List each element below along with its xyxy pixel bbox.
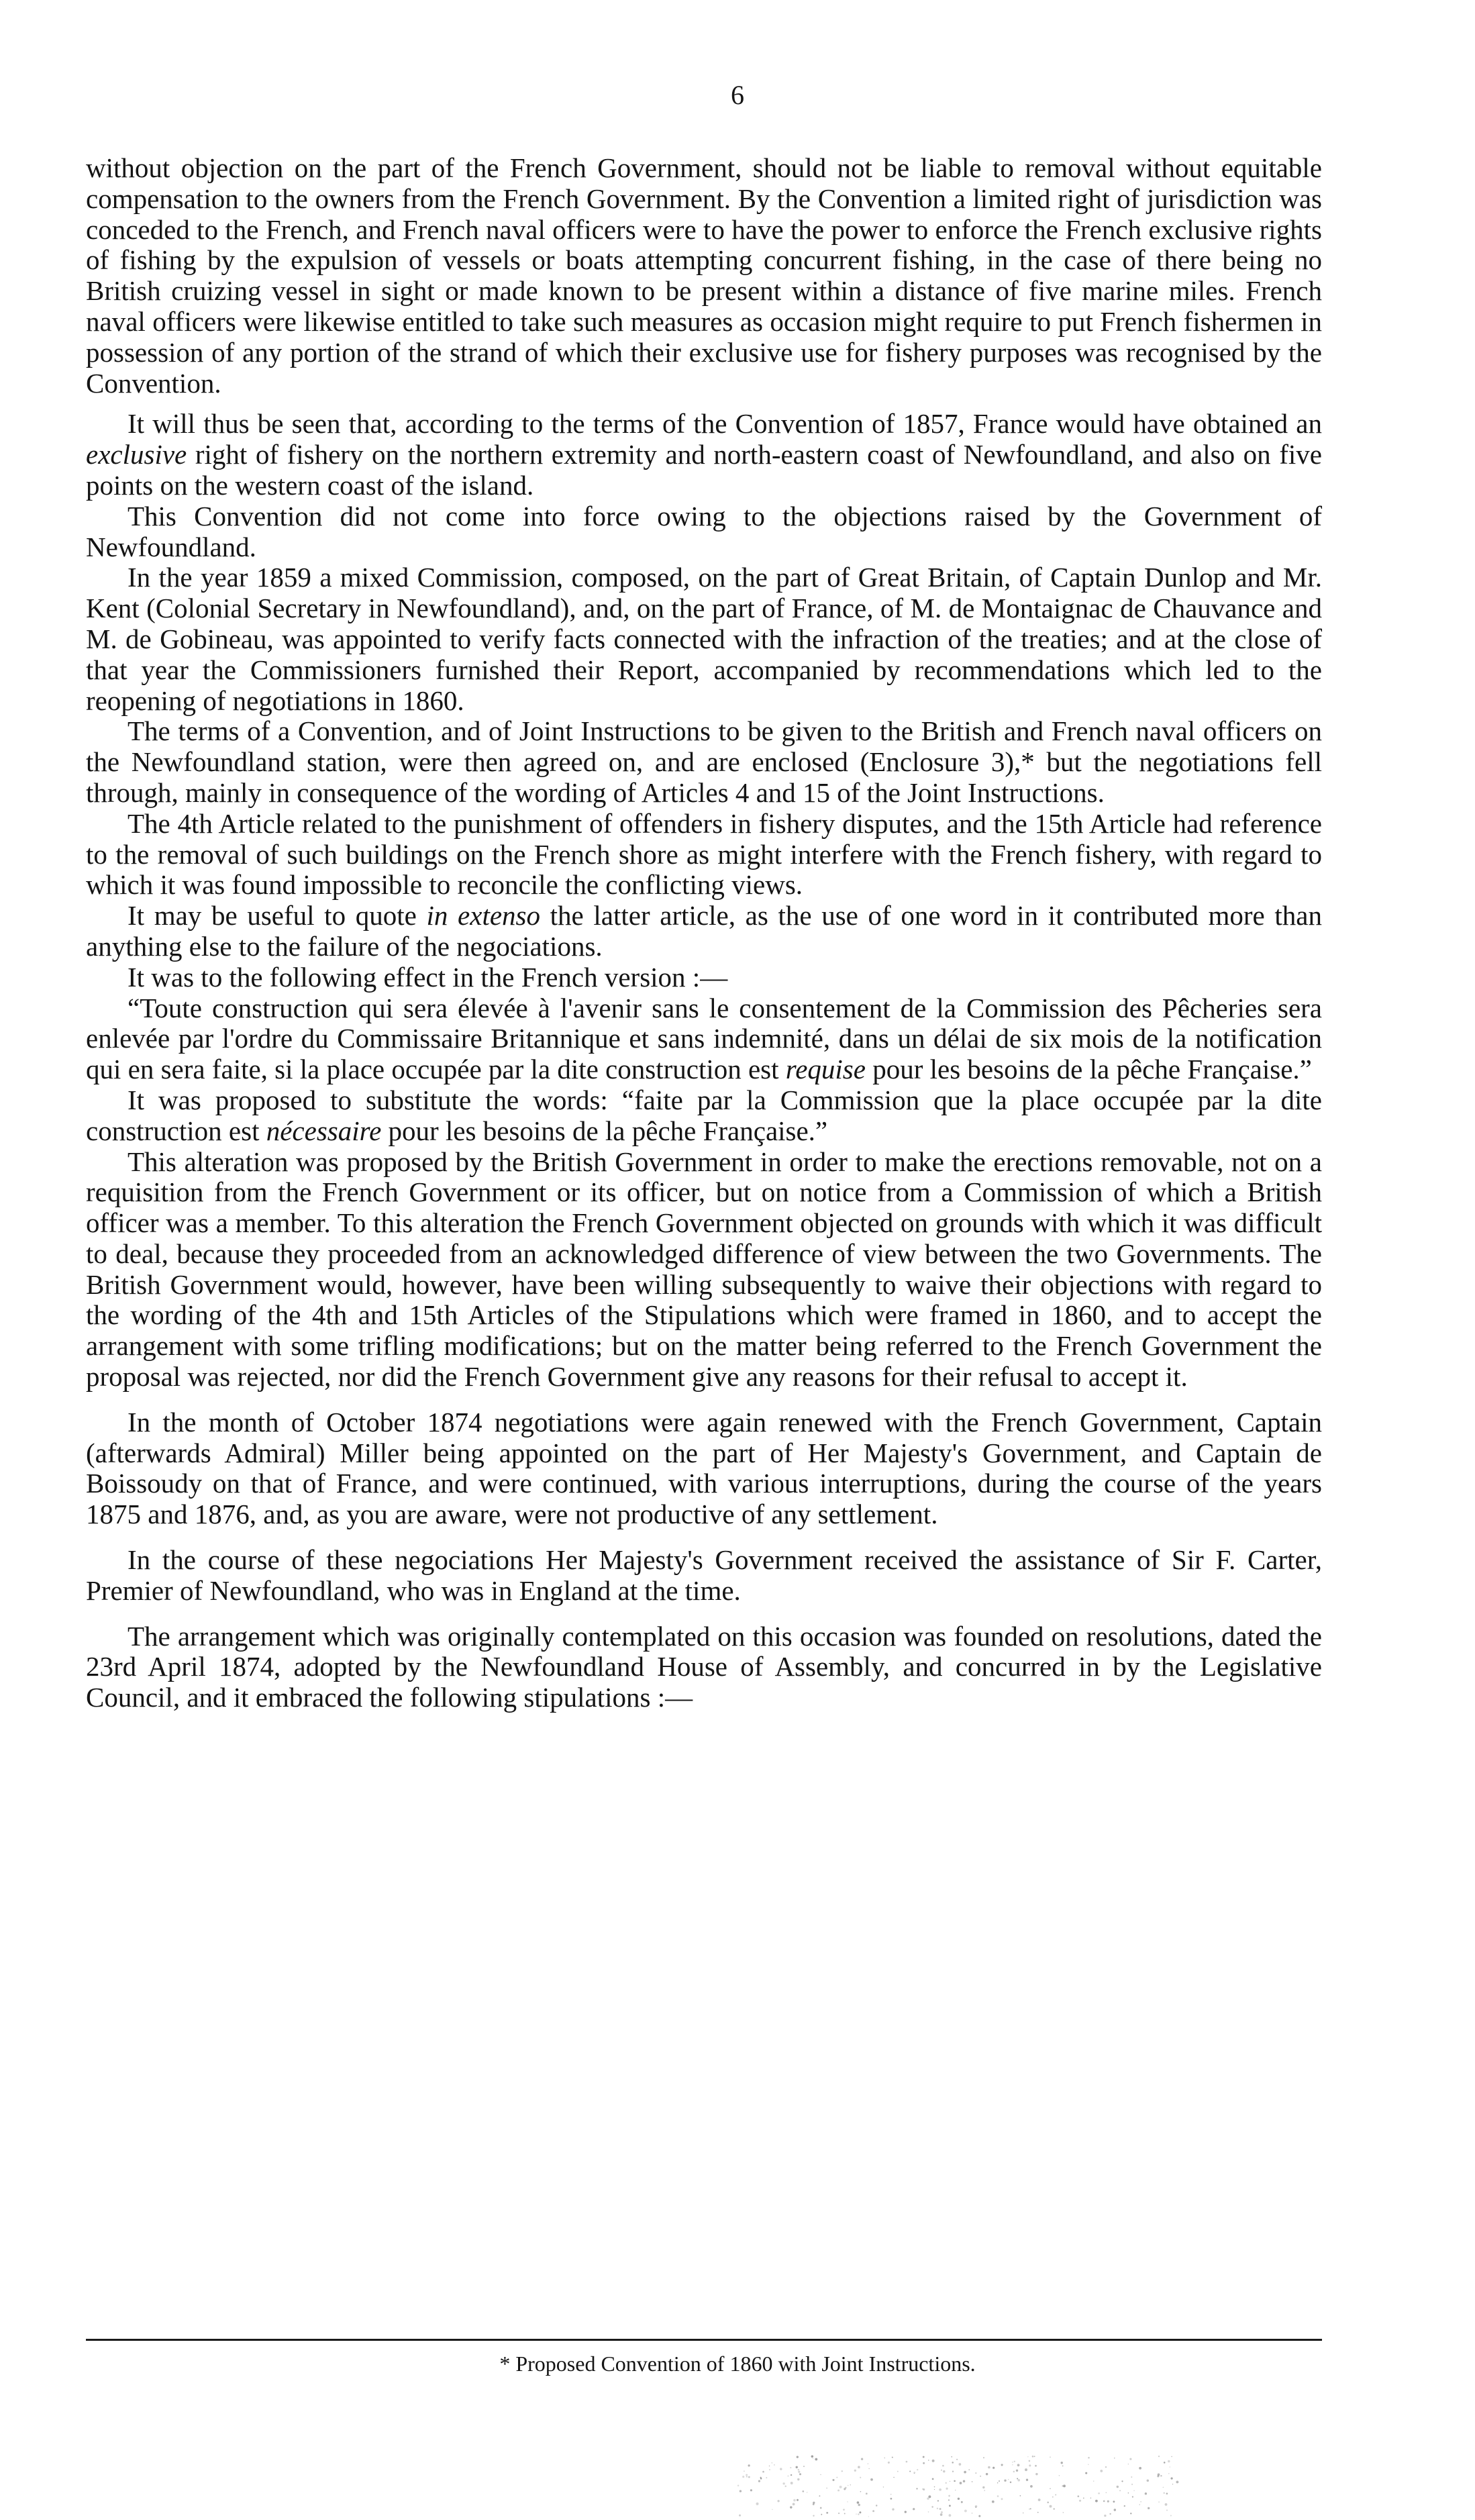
speck: [1163, 2487, 1164, 2488]
speck: [847, 2501, 848, 2503]
speck: [888, 2462, 890, 2464]
text-run: The terms of a Convention, and of Joint Instructions to be given to the British and French naval officers on the Newfoundland station, were then agreed on, and are enclosed (Enclosure 3),* but the negotiations fell through, mainly in consequence of the wording of Articles 4 and 15 of the Joint Instructions.: [86, 715, 1322, 808]
speck: [928, 2495, 931, 2498]
speck: [883, 2486, 884, 2487]
speck: [1026, 2479, 1028, 2481]
speck: [798, 2471, 800, 2473]
speck: [1158, 2456, 1160, 2457]
speck: [844, 2513, 846, 2514]
footnote-rule: [86, 2339, 1322, 2341]
speck: [766, 2477, 767, 2478]
speck: [1170, 2515, 1172, 2517]
paragraph-3: [86, 501, 1322, 563]
speck: [1037, 2512, 1039, 2513]
speck: [988, 2466, 990, 2469]
speck: [1160, 2475, 1162, 2476]
speck: [1030, 2485, 1033, 2488]
speck: [1001, 2464, 1003, 2466]
speck: [937, 2508, 938, 2509]
footnote: * Proposed Convention of 1860 with Joint Instructions.: [499, 2352, 976, 2376]
speck: [1171, 2456, 1172, 2457]
speck: [820, 2474, 821, 2475]
speck: [892, 2509, 894, 2511]
speck: [1063, 2484, 1066, 2487]
speck: [785, 2486, 786, 2487]
speck: [892, 2457, 893, 2458]
speck: [927, 2497, 929, 2499]
text-run: It will thus be seen that, according to the terms of the Convention of 1857, France would have obtained an: [128, 408, 1322, 440]
paragraph-10: [86, 1085, 1322, 1147]
speck: [913, 2472, 915, 2474]
speck: [968, 2469, 969, 2470]
speck: [956, 2459, 958, 2460]
speck: [793, 2499, 796, 2502]
speck: [906, 2461, 908, 2463]
speck: [860, 2477, 861, 2478]
speck: [1119, 2490, 1121, 2491]
speck: [1114, 2509, 1116, 2511]
speck: [980, 2476, 981, 2477]
speck: [1079, 2500, 1081, 2502]
speck: [870, 2478, 873, 2481]
speck: [948, 2495, 950, 2497]
speck: [858, 2466, 860, 2468]
italic-phrase: exclusive: [86, 439, 187, 470]
speck: [1017, 2479, 1020, 2482]
text-run: The 4th Article related to the punishment of offenders in fishery disputes, and the 15th Article had reference to the removal of such buildings on the French shore as might interfere with the French fishery, with regard to which it was found impossible to reconcile the conflicting views.: [86, 807, 1322, 901]
speck: [798, 2469, 799, 2470]
speck: [984, 2490, 985, 2491]
speck: [1029, 2460, 1031, 2462]
text-run: It was proposed to substitute the words: “faite par la Commission que la place occupée par la dite construction est: [86, 1084, 1322, 1146]
speck: [837, 2489, 840, 2491]
text-run: “Toute construction qui sera élevée à l'avenir sans le consentement de la Commission des Pêcheries sera enlevée par l'ordre du Commissaire Britannique et sans indemnité, dans un délai de six mois de la notification qui en sera faite, si la place occupée par la dite construction est: [86, 992, 1322, 1085]
speck: [1166, 2509, 1168, 2511]
speck: [803, 2466, 805, 2467]
speck: [917, 2469, 918, 2470]
speck: [782, 2482, 784, 2484]
speck: [946, 2488, 948, 2490]
speck: [937, 2500, 939, 2501]
speck: [821, 2514, 822, 2515]
speck: [858, 2504, 860, 2506]
speck: [1035, 2465, 1037, 2467]
speck: [951, 2456, 952, 2458]
speck: [820, 2507, 822, 2509]
speck: [1088, 2464, 1089, 2465]
speck: [868, 2468, 869, 2469]
speck: [836, 2477, 837, 2478]
speck: [742, 2476, 744, 2478]
speck: [1105, 2466, 1107, 2468]
text-run: It was to the following effect in the French version :—: [128, 961, 728, 993]
speck: [1124, 2505, 1125, 2507]
speck: [1012, 2464, 1013, 2465]
speck: [923, 2462, 925, 2464]
text-run: without objection on the part of the French Government, should not be liable to removal without equitable compensation to the owners from the French Government. By the Convention a limited right of jurisdiction was conceded to the French, and French naval officers were to have the power to enforce the French exclusive rights of fishing by the expulsion of vessels or boats attempting concurrent fishing, in the case of there being no British cruizing vessel in sight or made known to be present within a distance of five marine miles. French naval officers were likewise entitled to take such measures as occasion might require to put French fishermen in possession of any portion of the strand of which their exclusive use for fishery purposes was recognised by the Convention.: [86, 152, 1322, 399]
paragraph-1: [86, 153, 1322, 399]
speck: [982, 2486, 984, 2488]
speck: [934, 2489, 935, 2490]
speck: [1139, 2504, 1140, 2505]
speck: [857, 2501, 860, 2504]
speck: [1164, 2492, 1165, 2494]
speck: [740, 2490, 742, 2492]
speck: [913, 2508, 915, 2510]
page-number: 6: [731, 80, 744, 110]
speck: [1166, 2492, 1168, 2494]
text-run: This Convention did not come into force owing to the objections raised by the Government of Newfoundland.: [86, 500, 1322, 562]
speck: [972, 2481, 973, 2482]
speck: [1139, 2467, 1141, 2470]
speck: [1061, 2462, 1063, 2464]
speck: [1014, 2461, 1015, 2462]
speck: [1062, 2485, 1063, 2486]
speck: [793, 2503, 795, 2506]
speck: [960, 2482, 962, 2484]
speck: [1164, 2462, 1166, 2464]
speck: [826, 2512, 828, 2514]
text-run: pour les besoins de la pêche Française.”: [865, 1054, 1312, 1085]
speck: [1001, 2498, 1003, 2500]
speck: [961, 2501, 963, 2503]
text-run: This alteration was proposed by the British Government in order to make the erections removable, not on a requisition from the French Government or its officer, but on notice from a Commission of which a British officer was a member. To this alteration the French Government objected on grounds with which it was difficult to deal, because they proceeded from an acknowledged difference of view between the two Governments. The British Government would, however, have been willing subsequently to waive their objections with regard to the wording of the 4th and 15th Articles of the Stipulations which were framed in 1860, and to accept the arrangement with some trifling modifications; but on the matter being referred to the French Government the proposal was rejected, nor did the French Government give any reasons for their refusal to accept it.: [86, 1146, 1322, 1393]
speck: [1131, 2476, 1132, 2478]
paragraph-2: [86, 409, 1322, 501]
speck: [1047, 2502, 1049, 2504]
speck: [738, 2485, 739, 2486]
speck: [762, 2471, 764, 2473]
text-run: pour les besoins de la pêche Française.”: [381, 1115, 828, 1146]
speck: [891, 2498, 893, 2500]
speck: [909, 2470, 911, 2472]
speck: [1157, 2475, 1159, 2477]
speck: [934, 2486, 935, 2487]
speck: [1062, 2466, 1064, 2467]
speck: [986, 2473, 988, 2475]
speck: [997, 2482, 998, 2483]
speck: [860, 2491, 862, 2492]
speck: [1165, 2503, 1168, 2506]
speck: [769, 2469, 770, 2470]
speck: [739, 2515, 741, 2517]
speck: [791, 2482, 793, 2484]
speck: [746, 2476, 748, 2478]
speck: [952, 2470, 954, 2472]
speck: [1121, 2480, 1123, 2482]
speck: [1130, 2513, 1131, 2514]
speck: [850, 2484, 851, 2485]
speck: [963, 2480, 965, 2482]
speck: [1017, 2464, 1020, 2466]
speck: [1029, 2464, 1031, 2466]
speck: [854, 2470, 856, 2472]
speck: [943, 2470, 945, 2472]
speck: [939, 2508, 942, 2510]
speck: [790, 2467, 791, 2468]
speck: [931, 2506, 933, 2507]
italic-phrase: in extenso: [426, 900, 540, 931]
speck: [1095, 2500, 1098, 2503]
speck: [932, 2478, 934, 2480]
paragraph-8: [86, 962, 1322, 993]
speck: [942, 2465, 944, 2467]
speck: [897, 2471, 899, 2472]
speck: [1093, 2480, 1094, 2481]
speck: [1050, 2505, 1052, 2508]
speck: [949, 2514, 952, 2517]
text-run: the latter article, as the use of one word in it contributed more than anything else to the failure of the negociations.: [86, 900, 1322, 962]
speck: [1117, 2486, 1119, 2488]
speck: [1098, 2492, 1100, 2494]
speck: [1088, 2457, 1090, 2459]
speck: [1170, 2477, 1172, 2479]
speck: [1008, 2479, 1009, 2480]
speck: [941, 2511, 943, 2513]
body-text: [86, 153, 1322, 1713]
speck: [858, 2513, 859, 2515]
speck: [952, 2462, 954, 2464]
paragraph-11: [86, 1147, 1322, 1393]
speck: [964, 2509, 967, 2512]
speck: [1147, 2480, 1150, 2482]
speck: [774, 2464, 775, 2466]
speck: [1168, 2473, 1170, 2474]
speck: [923, 2456, 925, 2458]
speck: [813, 2515, 814, 2516]
speck: [1050, 2457, 1051, 2458]
speck: [1129, 2458, 1131, 2460]
speck: [758, 2480, 760, 2482]
speck: [843, 2509, 845, 2511]
speck: [1100, 2470, 1103, 2472]
speck: [949, 2505, 951, 2507]
speck: [1168, 2460, 1170, 2463]
speck: [941, 2470, 942, 2471]
speck: [1017, 2478, 1018, 2479]
speck: [861, 2458, 863, 2460]
paragraph-7: [86, 901, 1322, 962]
speck: [1104, 2515, 1106, 2517]
text-run: right of fishery on the northern extremity and north-eastern coast of Newfoundland, and also on five points on the western coast of the island.: [86, 439, 1322, 501]
speck: [1128, 2464, 1129, 2465]
speck: [750, 2489, 752, 2491]
text-run: The arrangement which was originally contemplated on this occasion was founded on resolutions, dated the 23rd April 1874, adopted by the Newfoundland House of Assembly, and concurred in by the Legislative Council, and it embraced the following stipulations :—: [86, 1620, 1322, 1713]
speck: [832, 2479, 834, 2481]
speck: [1038, 2499, 1041, 2501]
speck: [797, 2478, 799, 2480]
speck: [978, 2515, 980, 2517]
speck: [1085, 2472, 1087, 2474]
speck: [992, 2501, 995, 2503]
speck: [983, 2457, 984, 2458]
speck: [1059, 2475, 1060, 2476]
speck: [1176, 2480, 1178, 2483]
speck: [955, 2490, 956, 2491]
speck: [790, 2506, 792, 2508]
speck: [959, 2463, 962, 2466]
french-quotation: [86, 993, 1322, 1085]
speck: [791, 2474, 792, 2476]
speck: [1113, 2501, 1115, 2503]
paragraph-14: [86, 1621, 1322, 1713]
speck: [954, 2480, 956, 2482]
speck: [1170, 2466, 1171, 2468]
speck: [1034, 2456, 1035, 2457]
speck: [964, 2471, 966, 2474]
speck: [796, 2466, 798, 2468]
text-run: In the month of October 1874 negotiations were again renewed with the French Government, Captain (afterwards Admiral) Miller being appointed on the part of Her Majesty's Government, and Captain de Boissoudy on that of France, and were continued, with various interruptions, during the course of the years 1875 and 1876, and, as you are aware, were not productive of any settlement.: [86, 1406, 1322, 1530]
speck: [1004, 2480, 1006, 2482]
speck: [799, 2473, 801, 2475]
speck: [868, 2516, 869, 2517]
text-run: It may be useful to quote: [128, 900, 427, 931]
speck: [760, 2477, 762, 2478]
speck: [872, 2510, 874, 2512]
italic-phrase: nécessaire: [266, 1115, 382, 1146]
speck: [1132, 2496, 1133, 2497]
speck: [844, 2488, 846, 2490]
speck: [1103, 2501, 1105, 2503]
speck: [1010, 2482, 1011, 2483]
speck: [948, 2499, 950, 2501]
speck: [1128, 2492, 1129, 2494]
speck: [1027, 2456, 1028, 2457]
speck: [1145, 2492, 1147, 2494]
speck: [866, 2492, 868, 2494]
speck: [819, 2495, 820, 2497]
paragraph-6: [86, 809, 1322, 901]
speck: [946, 2482, 947, 2484]
speck: [859, 2511, 861, 2513]
speck: [748, 2464, 750, 2466]
speck: [876, 2505, 877, 2506]
speck: [999, 2480, 1000, 2482]
paragraph-5: [86, 716, 1322, 808]
speck: [928, 2511, 929, 2513]
speck: [744, 2470, 745, 2472]
speck: [1158, 2501, 1159, 2502]
speck: [746, 2474, 748, 2476]
speck: [1090, 2498, 1091, 2499]
speck: [1109, 2513, 1111, 2515]
speck: [1055, 2494, 1056, 2496]
speck: [1063, 2512, 1064, 2513]
speck: [1032, 2456, 1034, 2458]
speck: [815, 2458, 817, 2461]
speck: [1078, 2495, 1080, 2497]
speck: [939, 2488, 942, 2491]
paragraph-12: [86, 1407, 1322, 1530]
speck: [997, 2495, 999, 2497]
speck: [780, 2468, 782, 2470]
speck: [807, 2492, 808, 2493]
speck: [975, 2507, 976, 2508]
speck: [840, 2486, 842, 2488]
speck: [748, 2476, 750, 2478]
speck: [771, 2462, 772, 2464]
speck: [826, 2487, 827, 2488]
speck: [1131, 2484, 1133, 2485]
speck: [797, 2499, 799, 2501]
speck: [838, 2513, 840, 2514]
speck: [813, 2502, 815, 2504]
italic-phrase: requise: [785, 1054, 866, 1085]
speck: [1020, 2495, 1021, 2497]
speck: [893, 2477, 894, 2478]
speck: [802, 2490, 804, 2492]
speck: [1148, 2507, 1150, 2509]
speck: [756, 2503, 759, 2505]
text-run: In the year 1859 a mixed Commission, composed, on the part of Great Britain, of Captain Dunlop and Mr. Kent (Colonial Secretary in Newfoundland), and, on the part of France, of M. de Montaignac de Chauvance and M. de Gobineau, was appointed to verify facts connected with the infraction of the treaties; and at the close of that year the Commissioners furnished their Report, accompanied by recommendations which led to the reopening of negotiations in 1860.: [86, 562, 1322, 716]
speck: [1030, 2508, 1031, 2509]
speck: [868, 2463, 869, 2464]
speck: [1107, 2501, 1109, 2503]
speck: [1140, 2501, 1141, 2503]
speck: [932, 2460, 935, 2462]
speck: [811, 2456, 814, 2458]
text-run: In the course of these negociations Her Majesty's Government received the assistance of Sir F. Carter, Premier of Newfoundland, who was in England at the time.: [86, 1544, 1322, 1606]
speck: [975, 2472, 976, 2474]
speck: [842, 2470, 843, 2472]
speck: [993, 2467, 995, 2469]
speck: [916, 2488, 917, 2489]
speck: [1025, 2468, 1027, 2471]
speck: [1029, 2509, 1030, 2510]
speck: [777, 2500, 779, 2502]
paragraph-4: [86, 562, 1322, 716]
speck: [1035, 2473, 1037, 2475]
speck: [797, 2456, 799, 2458]
scan-speckle-noise: [725, 2450, 1194, 2520]
speck: [1016, 2470, 1018, 2472]
speck: [1054, 2508, 1055, 2509]
speck: [958, 2498, 960, 2500]
speck: [940, 2513, 943, 2516]
speck: [922, 2488, 923, 2490]
speck: [1083, 2498, 1084, 2499]
speck: [905, 2511, 907, 2513]
paragraph-13: [86, 1545, 1322, 1607]
speck: [1013, 2471, 1015, 2472]
